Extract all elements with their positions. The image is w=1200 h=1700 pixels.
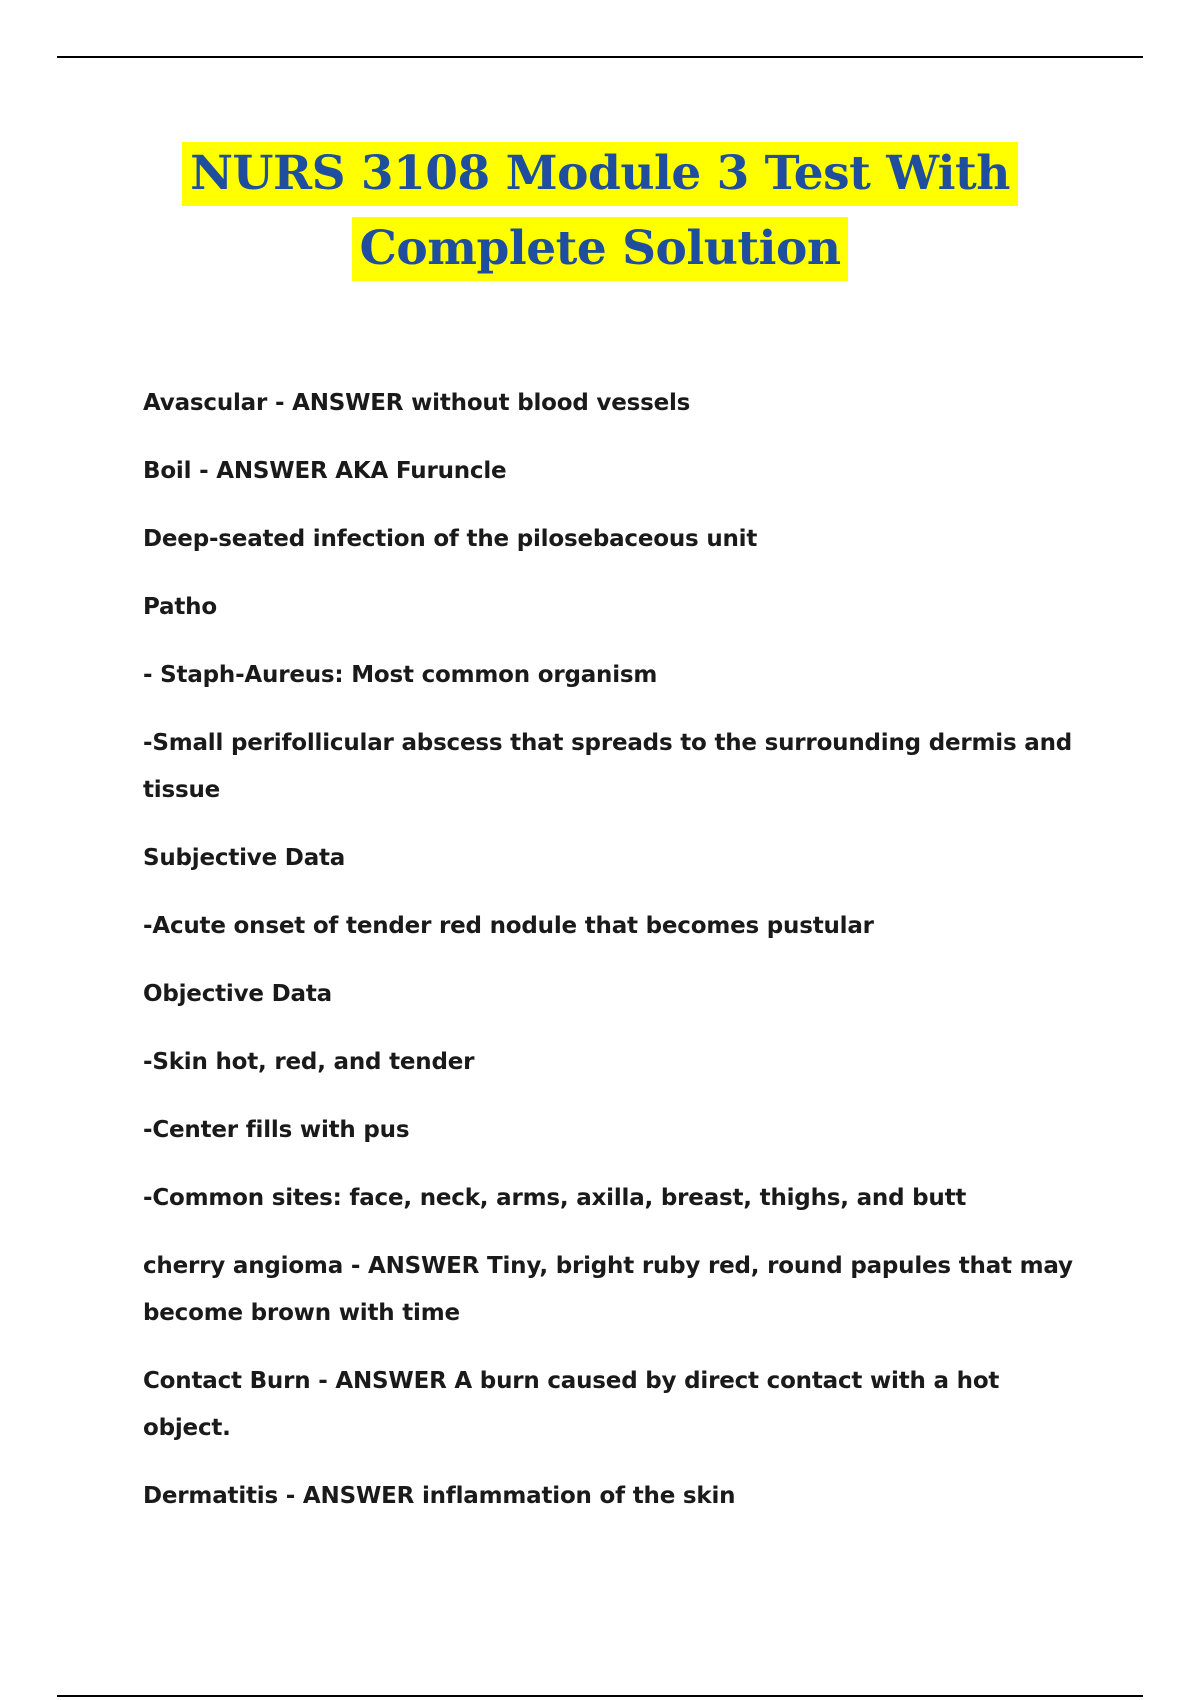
heading-objective-data: Objective Data	[143, 981, 332, 1007]
top-divider	[57, 56, 1143, 58]
paragraph-avascular: Avascular - ANSWER without blood vessels	[143, 390, 691, 416]
paragraph-dermatitis: Dermatitis - ANSWER inflammation of the skin	[143, 1483, 736, 1509]
document-title	[0, 142, 1200, 292]
paragraph-center-pus: -Center fills with pus	[143, 1117, 410, 1143]
paragraph-boil: Boil - ANSWER AKA Furuncle	[143, 458, 507, 484]
paragraph-boil-definition: Deep-seated infection of the pilosebaceous unit	[143, 526, 758, 552]
paragraph-skin-hot: -Skin hot, red, and tender	[143, 1049, 475, 1075]
paragraph-staph: - Staph-Aureus: Most common organism	[143, 662, 658, 688]
bottom-divider	[57, 1695, 1143, 1697]
paragraph-cherry-angioma: cherry angioma - ANSWER Tiny, bright ruby red, round papules that may become brown with time	[143, 1253, 1073, 1326]
paragraph-common-sites: -Common sites: face, neck, arms, axilla, breast, thighs, and butt	[143, 1185, 967, 1211]
paragraph-abscess: -Small perifollicular abscess that spreads to the surrounding dermis and tissue	[143, 730, 1073, 803]
paragraph-contact-burn: Contact Burn - ANSWER A burn caused by direct contact with a hot object.	[143, 1368, 1000, 1441]
document-body	[143, 380, 1093, 1541]
heading-subjective-data: Subjective Data	[143, 845, 346, 871]
title-line-2: Complete Solution	[352, 217, 849, 281]
paragraph-acute-onset: -Acute onset of tender red nodule that becomes pustular	[143, 913, 874, 939]
title-line-1: NURS 3108 Module 3 Test With	[182, 142, 1018, 206]
heading-patho: Patho	[143, 594, 217, 620]
